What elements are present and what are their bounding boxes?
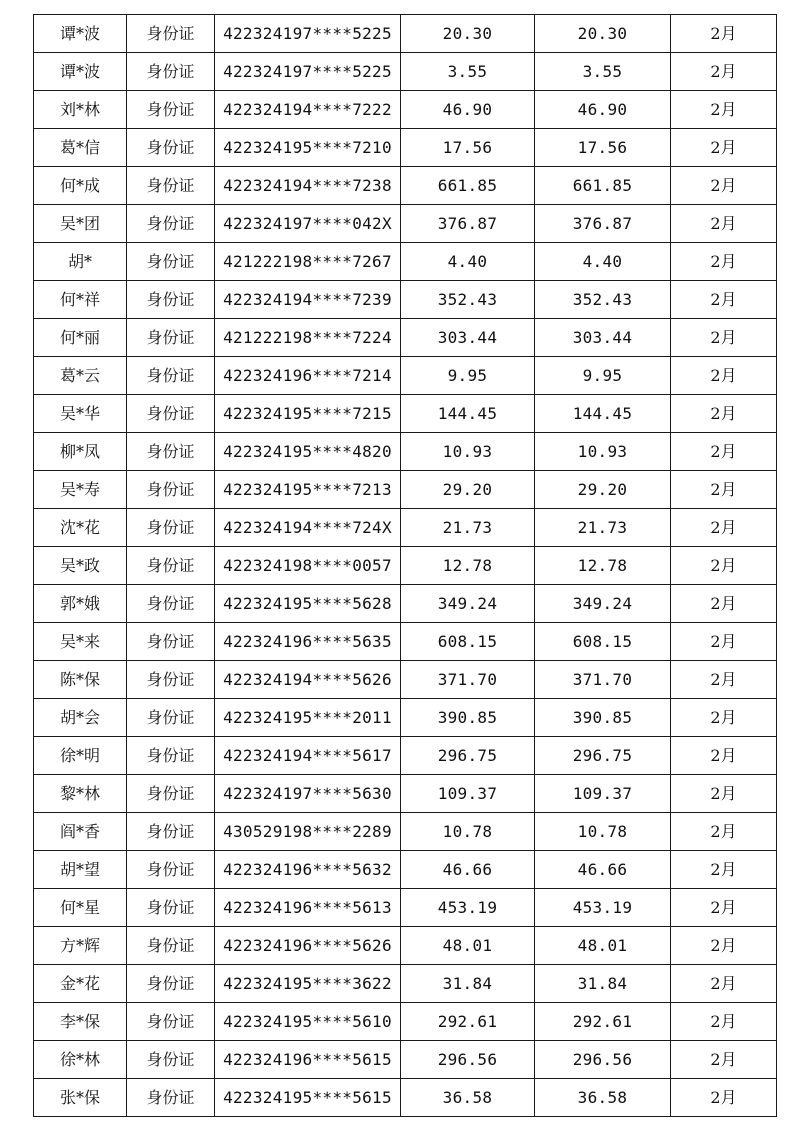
month-cell: 2月 [671,129,777,167]
person-name-cell: 张*保 [34,1079,127,1117]
amount-cell: 608.15 [401,623,535,661]
id-number-cell: 422324195****5610 [215,1003,401,1041]
id-type-cell: 身份证 [127,813,215,851]
amount-paid-cell: 3.55 [535,53,671,91]
amount-paid-cell: 12.78 [535,547,671,585]
id-type-cell: 身份证 [127,395,215,433]
amount-paid-cell: 292.61 [535,1003,671,1041]
amount-paid-cell: 453.19 [535,889,671,927]
amount-cell: 303.44 [401,319,535,357]
amount-paid-cell: 376.87 [535,205,671,243]
month-cell: 2月 [671,1079,777,1117]
id-type-cell: 身份证 [127,91,215,129]
amount-cell: 296.75 [401,737,535,775]
amount-cell: 46.66 [401,851,535,889]
id-number-cell: 422324195****2011 [215,699,401,737]
table-row [34,357,777,395]
table-row [34,813,777,851]
amount-cell: 376.87 [401,205,535,243]
table-body [34,15,777,1117]
table-row [34,1041,777,1079]
person-name-cell: 谭*波 [34,53,127,91]
id-number-cell: 422324196****5632 [215,851,401,889]
id-number-cell: 422324195****7215 [215,395,401,433]
amount-cell: 109.37 [401,775,535,813]
id-type-cell: 身份证 [127,15,215,53]
amount-cell: 46.90 [401,91,535,129]
id-type-cell: 身份证 [127,623,215,661]
amount-cell: 296.56 [401,1041,535,1079]
id-type-cell: 身份证 [127,471,215,509]
person-name-cell: 吴*政 [34,547,127,585]
amount-cell: 29.20 [401,471,535,509]
amount-cell: 36.58 [401,1079,535,1117]
id-number-cell: 422324194****7239 [215,281,401,319]
id-number-cell: 422324194****5617 [215,737,401,775]
table-row [34,129,777,167]
id-type-cell: 身份证 [127,585,215,623]
amount-cell: 48.01 [401,927,535,965]
person-name-cell: 李*保 [34,1003,127,1041]
amount-cell: 12.78 [401,547,535,585]
amount-paid-cell: 10.93 [535,433,671,471]
amount-cell: 31.84 [401,965,535,1003]
person-name-cell: 柳*凤 [34,433,127,471]
amount-paid-cell: 661.85 [535,167,671,205]
month-cell: 2月 [671,623,777,661]
table-row [34,699,777,737]
table-row [34,661,777,699]
person-name-cell: 何*祥 [34,281,127,319]
id-type-cell: 身份证 [127,509,215,547]
id-type-cell: 身份证 [127,53,215,91]
amount-cell: 292.61 [401,1003,535,1041]
person-name-cell: 阎*香 [34,813,127,851]
month-cell: 2月 [671,357,777,395]
id-number-cell: 422324194****724X [215,509,401,547]
id-type-cell: 身份证 [127,205,215,243]
month-cell: 2月 [671,91,777,129]
amount-cell: 349.24 [401,585,535,623]
id-number-cell: 422324194****7222 [215,91,401,129]
amount-cell: 4.40 [401,243,535,281]
table-row [34,471,777,509]
month-cell: 2月 [671,509,777,547]
person-name-cell: 方*辉 [34,927,127,965]
month-cell: 2月 [671,889,777,927]
table-row [34,965,777,1003]
id-number-cell: 422324198****0057 [215,547,401,585]
id-type-cell: 身份证 [127,965,215,1003]
id-type-cell: 身份证 [127,927,215,965]
person-name-cell: 沈*花 [34,509,127,547]
id-number-cell: 422324197****5225 [215,53,401,91]
id-number-cell: 422324195****7213 [215,471,401,509]
amount-paid-cell: 371.70 [535,661,671,699]
amount-paid-cell: 36.58 [535,1079,671,1117]
amount-cell: 453.19 [401,889,535,927]
person-name-cell: 吴*华 [34,395,127,433]
table-row [34,1003,777,1041]
amount-paid-cell: 303.44 [535,319,671,357]
id-type-cell: 身份证 [127,889,215,927]
id-type-cell: 身份证 [127,1041,215,1079]
id-type-cell: 身份证 [127,357,215,395]
payment-table [33,14,777,1117]
person-name-cell: 吴*寿 [34,471,127,509]
person-name-cell: 谭*波 [34,15,127,53]
amount-cell: 144.45 [401,395,535,433]
amount-paid-cell: 10.78 [535,813,671,851]
table-row [34,167,777,205]
amount-paid-cell: 9.95 [535,357,671,395]
table-row [34,319,777,357]
amount-paid-cell: 390.85 [535,699,671,737]
id-type-cell: 身份证 [127,1079,215,1117]
month-cell: 2月 [671,547,777,585]
amount-cell: 352.43 [401,281,535,319]
amount-paid-cell: 352.43 [535,281,671,319]
amount-paid-cell: 608.15 [535,623,671,661]
table-row [34,851,777,889]
month-cell: 2月 [671,167,777,205]
month-cell: 2月 [671,699,777,737]
amount-cell: 661.85 [401,167,535,205]
person-name-cell: 胡*望 [34,851,127,889]
month-cell: 2月 [671,965,777,1003]
person-name-cell: 金*花 [34,965,127,1003]
month-cell: 2月 [671,851,777,889]
month-cell: 2月 [671,395,777,433]
month-cell: 2月 [671,243,777,281]
amount-cell: 17.56 [401,129,535,167]
amount-paid-cell: 4.40 [535,243,671,281]
id-type-cell: 身份证 [127,433,215,471]
amount-paid-cell: 109.37 [535,775,671,813]
person-name-cell: 徐*林 [34,1041,127,1079]
table-row [34,243,777,281]
table-row [34,509,777,547]
person-name-cell: 胡* [34,243,127,281]
person-name-cell: 陈*保 [34,661,127,699]
amount-paid-cell: 20.30 [535,15,671,53]
month-cell: 2月 [671,585,777,623]
person-name-cell: 郭*娥 [34,585,127,623]
id-number-cell: 421222198****7267 [215,243,401,281]
id-number-cell: 422324195****7210 [215,129,401,167]
table-row [34,927,777,965]
amount-cell: 10.93 [401,433,535,471]
person-name-cell: 徐*明 [34,737,127,775]
month-cell: 2月 [671,281,777,319]
table-row [34,53,777,91]
person-name-cell: 葛*信 [34,129,127,167]
amount-paid-cell: 296.75 [535,737,671,775]
month-cell: 2月 [671,927,777,965]
table-row [34,433,777,471]
amount-paid-cell: 46.90 [535,91,671,129]
month-cell: 2月 [671,53,777,91]
id-type-cell: 身份证 [127,699,215,737]
table-row [34,281,777,319]
month-cell: 2月 [671,737,777,775]
month-cell: 2月 [671,661,777,699]
person-name-cell: 吴*来 [34,623,127,661]
month-cell: 2月 [671,471,777,509]
table-row [34,889,777,927]
table-row [34,205,777,243]
amount-paid-cell: 349.24 [535,585,671,623]
person-name-cell: 胡*会 [34,699,127,737]
month-cell: 2月 [671,205,777,243]
amount-cell: 390.85 [401,699,535,737]
id-type-cell: 身份证 [127,851,215,889]
amount-paid-cell: 46.66 [535,851,671,889]
table-row [34,395,777,433]
id-type-cell: 身份证 [127,281,215,319]
id-number-cell: 422324195****4820 [215,433,401,471]
id-type-cell: 身份证 [127,547,215,585]
person-name-cell: 何*丽 [34,319,127,357]
id-number-cell: 422324194****7238 [215,167,401,205]
amount-paid-cell: 31.84 [535,965,671,1003]
month-cell: 2月 [671,15,777,53]
id-number-cell: 421222198****7224 [215,319,401,357]
amount-paid-cell: 29.20 [535,471,671,509]
month-cell: 2月 [671,1003,777,1041]
id-type-cell: 身份证 [127,661,215,699]
table-row [34,623,777,661]
month-cell: 2月 [671,433,777,471]
table-row [34,91,777,129]
id-number-cell: 422324196****5613 [215,889,401,927]
id-number-cell: 422324195****5615 [215,1079,401,1117]
table-row [34,15,777,53]
month-cell: 2月 [671,1041,777,1079]
amount-paid-cell: 17.56 [535,129,671,167]
table-row [34,737,777,775]
amount-paid-cell: 296.56 [535,1041,671,1079]
month-cell: 2月 [671,775,777,813]
id-type-cell: 身份证 [127,319,215,357]
id-number-cell: 422324196****5635 [215,623,401,661]
id-number-cell: 422324195****3622 [215,965,401,1003]
id-type-cell: 身份证 [127,737,215,775]
id-number-cell: 422324195****5628 [215,585,401,623]
amount-cell: 20.30 [401,15,535,53]
amount-paid-cell: 48.01 [535,927,671,965]
amount-cell: 3.55 [401,53,535,91]
id-number-cell: 422324196****7214 [215,357,401,395]
id-number-cell: 430529198****2289 [215,813,401,851]
table-row [34,775,777,813]
table-row [34,547,777,585]
amount-cell: 21.73 [401,509,535,547]
id-number-cell: 422324197****5225 [215,15,401,53]
person-name-cell: 黎*林 [34,775,127,813]
id-number-cell: 422324196****5615 [215,1041,401,1079]
month-cell: 2月 [671,319,777,357]
id-type-cell: 身份证 [127,167,215,205]
person-name-cell: 吴*团 [34,205,127,243]
amount-paid-cell: 21.73 [535,509,671,547]
person-name-cell: 何*成 [34,167,127,205]
amount-cell: 10.78 [401,813,535,851]
amount-cell: 371.70 [401,661,535,699]
person-name-cell: 何*星 [34,889,127,927]
table-row [34,1079,777,1117]
id-number-cell: 422324196****5626 [215,927,401,965]
id-type-cell: 身份证 [127,129,215,167]
amount-cell: 9.95 [401,357,535,395]
id-type-cell: 身份证 [127,775,215,813]
amount-paid-cell: 144.45 [535,395,671,433]
month-cell: 2月 [671,813,777,851]
person-name-cell: 刘*林 [34,91,127,129]
table-row [34,585,777,623]
id-number-cell: 422324194****5626 [215,661,401,699]
person-name-cell: 葛*云 [34,357,127,395]
id-type-cell: 身份证 [127,1003,215,1041]
id-type-cell: 身份证 [127,243,215,281]
id-number-cell: 422324197****5630 [215,775,401,813]
id-number-cell: 422324197****042X [215,205,401,243]
